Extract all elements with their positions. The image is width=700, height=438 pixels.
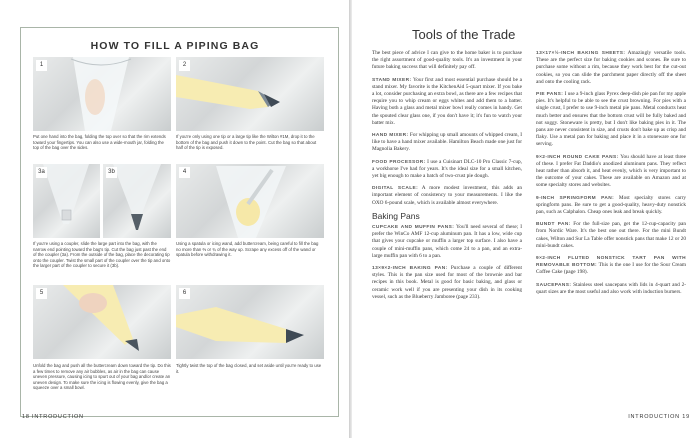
- step-number: 1: [36, 60, 47, 71]
- text-column-1: [372, 50, 522, 306]
- step-photo-3b: [103, 164, 171, 238]
- paragraph: [536, 255, 686, 277]
- item-label: CUPCAKE AND MUFFIN PANS:: [372, 225, 455, 231]
- paragraph-text: For whipping up small amounts of whipped cream, I like to have a hand mixer available. Hamilton Beach made one just for Magnolia Bakery.: [372, 132, 522, 153]
- paragraph: [372, 159, 522, 181]
- right-page-footer: INTRODUCTION 19: [628, 414, 690, 420]
- paragraph: [372, 224, 522, 260]
- paragraph-text: You'll need several of these; I prefer the WinCo AMF 12-cup aluminum pan. It has a low, wide cup that gives your cupcake or muffin a larger top surface. I also have a couple of mini-muffin pans, which come 24 to a pan, and an extra-large muffin pan with 6 to a pan.: [372, 224, 522, 259]
- paragraph: [536, 221, 686, 250]
- caption-step-2: If you're only using one tip or a large tip like the Wilton #1M, drop it to the bottom of the bag and push it down to the point. Cut the bag so that about half of the tip is exposed.: [176, 134, 317, 151]
- paragraph-text: A more modest investment, this adds an important element of consistency to your measurements. I like the OXO 6-pound scale, which is available almost everywhere.: [372, 185, 522, 206]
- paragraph: [372, 185, 522, 207]
- filled-bag-with-tip-illustration: [176, 57, 324, 131]
- item-label: 9-INCH SPRINGFORM PAN:: [536, 195, 615, 201]
- caption-step-4: Using a spatula or icing wand, add buttercream, being careful to fill the bag no more than ⅔ or ¾ of the way up. Scrape any excess off of the wand or spatula before withdrawing it.: [176, 241, 319, 258]
- paragraph-text: Your first and most essential purchase should be a stand mixer. My favorite is the KitchenAid 5-quart mixer. If you bake a lot, consider purchasing an extra bowl, as there are a few recipes that require you to whip cream or eggs whites and add them to a batter. Having both a glass and metal mixer bowl really comes in handy. Get the spouted clear glass one, if you don't have it; it's fun to watch your batter mix.: [372, 76, 522, 126]
- paragraph: [372, 132, 522, 154]
- step-photo-5: [33, 285, 171, 359]
- step-photo-1: [33, 57, 171, 131]
- paragraph: [536, 195, 686, 217]
- paragraph: [536, 91, 686, 149]
- paragraph-text: This is the one I use for the Sour Cream Coffee Cake (page 198).: [536, 262, 687, 276]
- step-number: 6: [179, 288, 190, 299]
- paragraph-text: The best piece of advice I can give to the home baker is to purchase the right assortment of good-quality tools. It's an investment in your future baking success that will definitely pay off.: [372, 50, 522, 71]
- baking-pans-heading: Baking Pans: [372, 210, 420, 221]
- twisted-bag-illustration: [176, 285, 324, 359]
- step-photo-2: [176, 57, 324, 131]
- paragraph-text: Amazingly versatile tools. These are the perfect size for baking cookies and scones. Be sure to purchase some without a rim, because they work best for the cut-out cookies, so you can slide the parchment paper directly off the sheet and onto the cooling rack.: [536, 50, 686, 85]
- paragraph-text: You should have at least three of these. I prefer Fat Daddio's anodized aluminum pans. They reflect heat rather than absorb it, and heat evenly, which is very important to the outcome of your cakes. These are available on Amazon and at some specialty stores and websites.: [536, 153, 686, 189]
- right-page: [352, 0, 700, 438]
- item-label: PIE PANS:: [536, 92, 564, 98]
- paragraph: [536, 282, 686, 296]
- step-number: 3b: [106, 167, 117, 178]
- step-number: 3a: [36, 167, 47, 178]
- item-label: 13×17×½-INCH BAKING SHEETS:: [536, 51, 626, 56]
- right-page-title: Tools of the Trade: [412, 27, 516, 42]
- step-photo-6: [176, 285, 324, 359]
- item-label: 13×9×2-INCH BAKING PAN:: [372, 266, 448, 272]
- paragraph-text: I use a 9-inch glass Pyrex deep-dish pie pan for my apple pies. It's helpful to be able to see the crust browning. For pies with a single crust, I prefer to use 9-inch metal pie pans. Metal conducts heat much better and ensures that the bottom crust will be fully baked and not soggy. Stoneware is pretty, but I don't like baking pies in it. The pans are never consistent in size, and crusts don't bake up as crisp and flaky. Use a metal pan for baking and place it in a stoneware one for serving.: [536, 91, 687, 148]
- left-page-footer: 18 INTRODUCTION: [22, 414, 84, 420]
- paragraph-text: Stainless steel saucepans with lids in 4-quart and 2-quart sizes are the most useful and also work with induction burners.: [536, 281, 687, 295]
- piping-bag-open-illustration: [33, 57, 171, 131]
- left-page-title: HOW TO FILL A PIPING BAG: [90, 40, 260, 52]
- spatula-adding-buttercream-illustration: [176, 164, 324, 238]
- item-label: 9×2-INCH FLUTED NONSTICK TART PAN WITH REMOVABLE BOTTOM:: [536, 256, 686, 269]
- paragraph: [536, 154, 686, 190]
- item-label: SAUCEPANS:: [536, 282, 572, 288]
- paragraph-text: I use a Cuisinart DLC-10 Pro Classic 7-cup, a workhorse I've had for years. It's the ideal size for a small kitchen, yet big enough to make a batch of two-crust pie dough.: [372, 158, 522, 180]
- step-number: 4: [179, 167, 190, 178]
- pushing-buttercream-illustration: [33, 285, 171, 359]
- step-number: 5: [36, 288, 47, 299]
- caption-step-1: Put one hand into the bag, folding the top over so that the rim extends toward your fingertips. You can also use a wide-mouth jar, folding the top of the bag over the sides.: [33, 134, 166, 151]
- step-photo-4: [176, 164, 324, 238]
- paragraph: [372, 50, 522, 72]
- item-label: DIGITAL SCALE:: [372, 186, 419, 192]
- item-label: STAND MIXER:: [372, 77, 412, 83]
- paragraph-text: Purchase a couple of different styles. This is the pan size used for most of the brownie and bar recipes in this book. Metal is good for basic baking, and glass or ceramic work well if you are presenting your dish in its cooking vessel, such as the Blueberry Jamboree (page 233).: [372, 265, 522, 300]
- caption-step-3: If you're using a coupler, slide the large part into the bag, with the narrow end pointing toward the bag's tip. Cut the bag just past the end of the coupler (3a). From the outside of the bag, place the decorating tip onto the coupler. Twist the small part of the coupler over the tip and onto the larger part of the coupler to secure it (3b).: [33, 241, 171, 269]
- step-number: 2: [179, 60, 190, 71]
- item-label: BUNDT PAN:: [536, 222, 571, 228]
- paragraph-text: For the full-size pan, get the 12-cup-capacity pan from Nordic Ware. It's the best one out there. For the mini Bundt cakes, Wilton and Sur La Table offer nonstick pans that make 12 or 20 mini-bundt cakes.: [536, 221, 686, 249]
- paragraph: [372, 77, 522, 127]
- step-photo-3a: [33, 164, 100, 238]
- caption-step-6: Tightly twist the top of the bag closed, and set aside until you're ready to use it.: [176, 363, 322, 374]
- item-label: FOOD PROCESSOR:: [372, 159, 426, 165]
- paragraph: [536, 50, 686, 86]
- caption-step-5: Unfold the bag and push all the buttercream down toward the tip. Do this a few times to remove any air bubbles, as air in the bag can cause uneven pressure, causing icing to spurt out of your bag and/or create an uneven design. To make sure the icing is flowing evenly, give the bag a squeeze over a small bowl.: [33, 363, 171, 391]
- item-label: 9×2-INCH ROUND CAKE PANS:: [536, 154, 619, 160]
- paragraph-text: Most specialty stores carry springform pans. Be sure to get a good-quality, heavy-duty nonstick pan, such as Calphalon. Cheap ones leak and break quickly.: [536, 194, 686, 216]
- item-label: HAND MIXER:: [372, 133, 409, 139]
- paragraph: [372, 265, 522, 301]
- text-column-2: [536, 50, 686, 301]
